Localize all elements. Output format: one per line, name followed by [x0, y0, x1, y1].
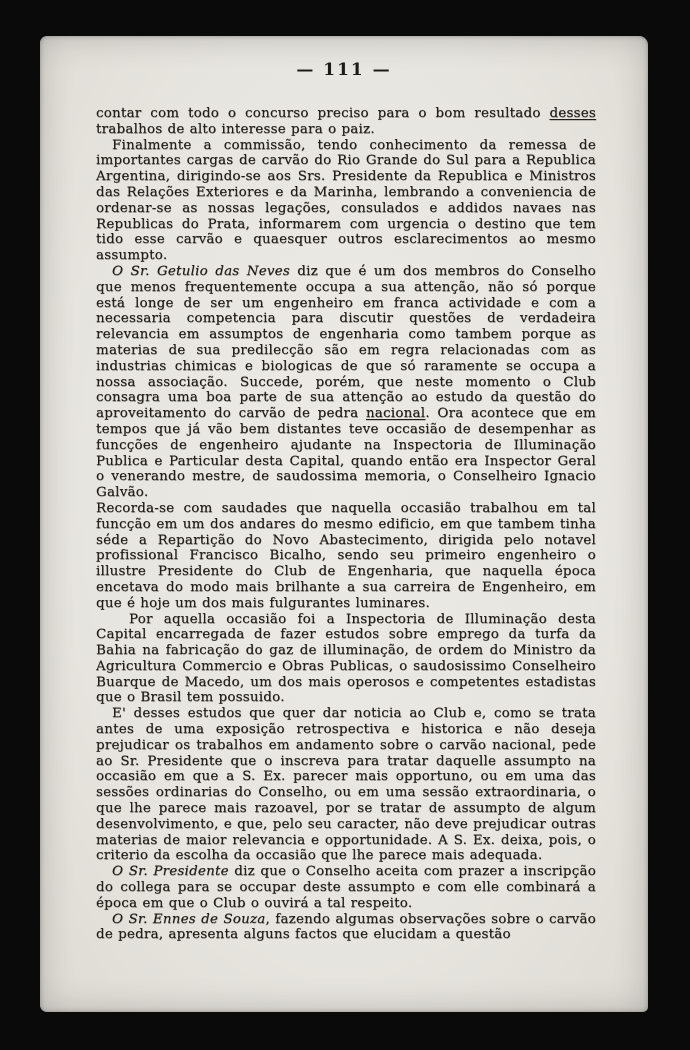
paragraph-segment: O Sr. Getulio das Neves — [112, 263, 290, 279]
paragraph-segment: trabalhos de alto interesse para o paiz. — [96, 121, 375, 137]
paragraph-segment: , fazendo algumas observações sobre o carvão de pedra, apresenta alguns factos que elucidam a questão — [96, 911, 596, 943]
paragraph — [96, 912, 596, 944]
document-page — [40, 36, 648, 1012]
page-number: — 111 — — [296, 60, 392, 80]
paragraph-segment: desses — [549, 106, 596, 121]
paragraph — [96, 106, 596, 138]
paragraph-segment: contar com todo o concurso preciso para o bom resultado — [96, 106, 550, 121]
paragraph — [96, 706, 596, 864]
paragraph-segment: Finalmente a commissão, tendo conhecimento da remessa de importantes cargas de carvão do Rio Grande do Sul para a Republica Argentina, dirigindo-se aos Srs. Presidente da Republica e Ministros das Relações Exteriores e da Marinha, lembrando a conveniencia de ordenar-se as nossas legações, consulados e addidos navaes nas Republicas do Prata, informarem com urgencia o destino que tem tido esse carvão e quaesquer outros esclarecimentos ao mesmo assumpto. — [96, 137, 596, 264]
paragraph-segment: . Ora acontece que em tempos que já vão bem distantes teve occasião de desempenhar as funcções de engenheiro ajudante na Inspectoria de Illuminação Publica e Particular desta Capital, quando então era Inspector Geral o venerando mestre, de saudossima memoria, o Conselheiro Ignacio Galvão. — [96, 406, 596, 501]
paragraph — [96, 138, 596, 264]
document-body — [96, 106, 596, 943]
paragraph-segment: nacional — [365, 406, 426, 422]
paragraph-segment: Recorda-se com saudades que naquella occasião trabalhou em tal funcção em um dos andares do mesmo edificio, em que tambem tinha séde a Repartição do Novo Abastecimento, dirigida pelo notavel profissional Francisco Bicalho, sendo seu primeiro engenheiro o illustre Presidente do Club de Engenharia, que naquella época encetava do modo mais brilhante a sua carreira de Engenheiro, em que é hoje um dos mais fulgurantes luminares. — [96, 500, 596, 611]
paragraph-segment: diz que é um dos membros do Conselho que menos frequentemente occupa a sua attenção, não só porque está longe de ser um engenheiro em franca actividade e com a necessaria competencia para discutir questões de verdadeira relevancia em assumptos de engenharia como tambem porque as materias de sua predilecção são em regra relacionadas com as industrias chimicas e biologicas de que só raramente se occupa a nossa associação. Succede, porém, que neste momento o Club consagra uma boa parte de sua attenção ao estudo da questão do aproveitamento do carvão de pedra — [96, 263, 596, 422]
paragraph-segment: O Sr. Ennes de Souza — [112, 911, 266, 927]
paragraph — [96, 501, 596, 612]
paragraph — [96, 264, 596, 501]
paragraph-segment: O Sr. Presidente — [112, 864, 229, 880]
paragraph-segment: diz que o Conselho aceita com prazer a inscripção do collega para se occupar deste assumpto e com elle combinará a época em que o Club o ouvirá a tal respeito. — [96, 864, 597, 911]
paragraph — [96, 864, 596, 911]
paragraph-segment: E' desses estudos que quer dar noticia ao Club e, como se trata antes de uma exposição retrospectiva e historica e não deseja prejudicar os trabalhos em andamento sobre o carvão nacional, pede ao Sr. Presidente que o inscreva para tratar daquelle assumpto na occasião em que a S. Ex. parecer mais opportuno, ou em uma das sessões ordinarias do Conselho, ou em uma sessão extraordinaria, o que lhe parece mais razoavel, por se tratar de assumpto de algum desenvolvimento, e que, pelo seu caracter, não deve prejudicar outras materias de maior relevancia e opportunidade. A S. Ex. deixa, pois, o criterio da escolha da occasião que lhe parece mais adequada. — [96, 706, 596, 864]
paragraph-segment: Por aquella occasião foi a Inspectoria de Illuminação desta Capital encarregada de fazer estudos sobre emprego da turfa da Bahia na fabricação do gaz de illuminação, de ordem do Ministro da Agricultura Commercio e Obras Publicas, o saudosissimo Conselheiro Buarque de Macedo, um dos mais operosos e competentes estadistas que o Brasil tem possuido. — [96, 611, 596, 706]
paragraph — [96, 612, 596, 707]
